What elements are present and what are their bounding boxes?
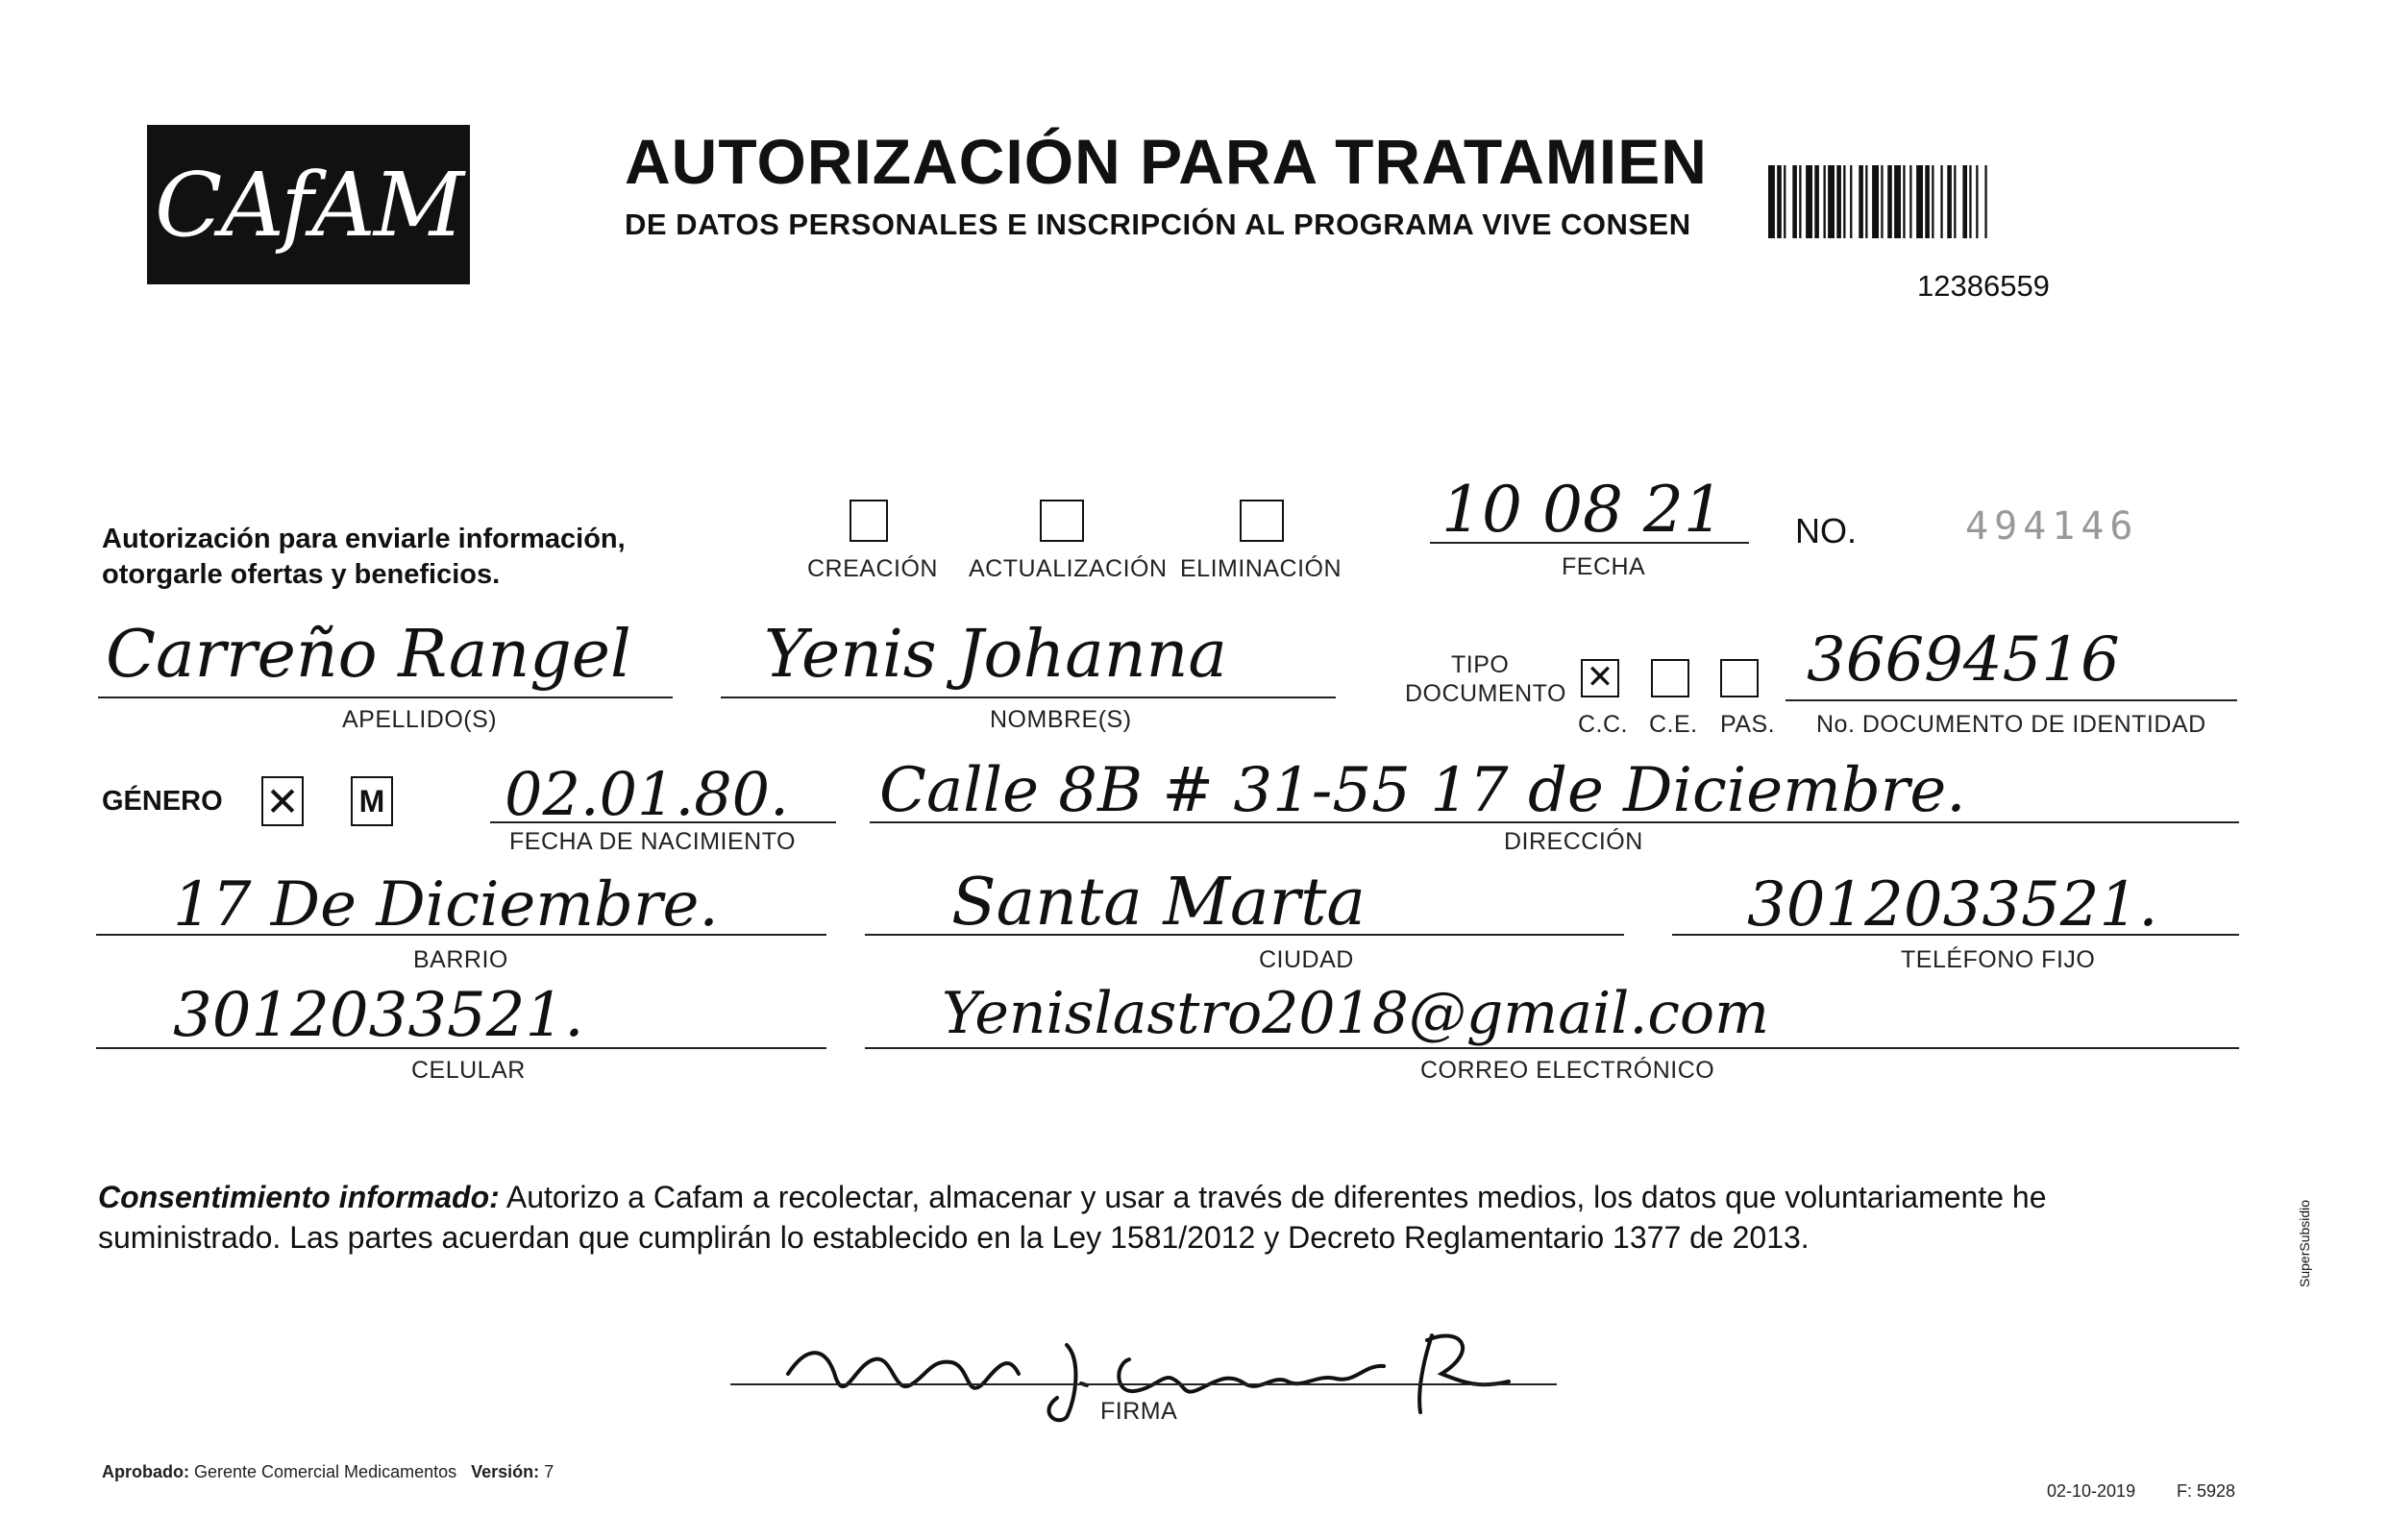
- direccion-line: [870, 821, 2239, 823]
- direccion-label: DIRECCIÓN: [1504, 828, 1643, 855]
- signature-line: [730, 1383, 1557, 1385]
- consent-heading: Consentimiento informado:: [98, 1180, 500, 1214]
- barrio-line: [96, 934, 826, 936]
- creacion-label: CREACIÓN: [807, 555, 938, 582]
- intro-line-2: otorgarle ofertas y beneficios.: [102, 559, 501, 590]
- barcode: [1768, 165, 2162, 238]
- apellidos-line: [98, 697, 673, 698]
- form-title: AUTORIZACIÓN PARA TRATAMIEN: [625, 126, 1708, 197]
- fecha-nacimiento-line: [490, 821, 836, 823]
- documento-num-label: No. DOCUMENTO DE IDENTIDAD: [1816, 711, 2206, 738]
- fecha-nacimiento-value: 02.01.80.: [505, 759, 789, 829]
- celular-line: [96, 1047, 826, 1049]
- correo-label: CORREO ELECTRÓNICO: [1420, 1057, 1715, 1084]
- nombres-label: NOMBRE(S): [990, 706, 1132, 733]
- consent-text: Autorizo a Cafam a recolectar, almacenar y usar a través de diferentes medios, los datos que voluntariamente he suministrado. Las partes acuerdan que cumplirán lo establecido en la Ley 1581/2012 y Decreto Reglamentario 1377 de 2013.: [98, 1180, 2047, 1255]
- pas-label: PAS.: [1720, 711, 1776, 738]
- correo-line: [865, 1047, 2239, 1049]
- genero-m-checkbox[interactable]: [351, 776, 393, 826]
- version-value: 7: [544, 1462, 554, 1481]
- cc-checkbox[interactable]: ✕: [1581, 659, 1619, 697]
- nombres-line: [721, 697, 1336, 698]
- number-value: 494146: [1965, 504, 2139, 549]
- actualizacion-checkbox[interactable]: [1040, 500, 1084, 542]
- barcode-number: 12386559: [1917, 269, 2050, 303]
- genero-m-label: M: [358, 784, 385, 819]
- eliminacion-label: ELIMINACIÓN: [1180, 555, 1342, 582]
- intro-line-1: Autorización para enviarle información,: [102, 524, 626, 554]
- footer-form-code: F: 5928: [2177, 1481, 2236, 1501]
- fecha-line: [1430, 542, 1749, 544]
- supersubsidio-mark: SuperSubsidio: [2297, 1199, 2312, 1287]
- apellidos-value: Carreño Rangel: [106, 617, 631, 693]
- apellidos-label: APELLIDO(S): [342, 706, 498, 733]
- fecha-nacimiento-label: FECHA DE NACIMIENTO: [509, 828, 796, 855]
- footer-date: 02-10-2019: [2047, 1481, 2136, 1501]
- form-subtitle: DE DATOS PERSONALES E INSCRIPCIÓN AL PROGRAMA VIVE CONSEN: [625, 208, 1691, 241]
- firma-label: FIRMA: [1100, 1398, 1178, 1425]
- documento-label: DOCUMENTO: [1405, 680, 1566, 707]
- tipo-label: TIPO: [1451, 651, 1510, 678]
- pas-checkbox[interactable]: [1720, 659, 1759, 697]
- documento-value: 36694516: [1807, 624, 2120, 696]
- approved-value: Gerente Comercial Medicamentos: [194, 1462, 457, 1481]
- nombres-value: Yenis Johanna: [764, 617, 1227, 693]
- telefono-line: [1672, 934, 2239, 936]
- barrio-label: BARRIO: [413, 946, 508, 973]
- actualizacion-label: ACTUALIZACIÓN: [969, 555, 1168, 582]
- creacion-checkbox[interactable]: [850, 500, 888, 542]
- direccion-value: Calle 8B # 31-55 17 de Diciembre.: [879, 755, 1966, 826]
- footer-approved: [102, 1462, 554, 1482]
- ce-checkbox[interactable]: [1651, 659, 1689, 697]
- fecha-label: FECHA: [1562, 553, 1646, 580]
- ce-label: C.E.: [1649, 711, 1698, 738]
- telefono-value: 3012033521.: [1747, 869, 2158, 941]
- approved-label: Aprobado:: [102, 1462, 189, 1481]
- number-label: NO.: [1795, 511, 1858, 550]
- documento-line: [1786, 699, 2237, 701]
- ciudad-label: CIUDAD: [1259, 946, 1354, 973]
- ciudad-line: [865, 934, 1624, 936]
- genero-f-checkbox[interactable]: ✕: [261, 776, 304, 826]
- genero-label: GÉNERO: [102, 786, 223, 817]
- logo-text: CAfAM: [155, 153, 462, 257]
- ciudad-value: Santa Marta: [951, 865, 1366, 941]
- correo-value: Yenislastro2018@gmail.com: [942, 980, 1770, 1047]
- celular-value: 3012033521.: [173, 980, 584, 1051]
- celular-label: CELULAR: [411, 1057, 526, 1084]
- eliminacion-checkbox[interactable]: [1240, 500, 1284, 542]
- telefono-label: TELÉFONO FIJO: [1901, 946, 2096, 973]
- consent-paragraph: [98, 1177, 2231, 1258]
- cc-label: C.C.: [1578, 711, 1628, 738]
- barrio-value: 17 De Diciembre.: [173, 869, 719, 941]
- fecha-value: 10 08 21: [1441, 473, 1724, 547]
- cafam-logo: [147, 125, 470, 284]
- version-label: Versión:: [471, 1462, 540, 1481]
